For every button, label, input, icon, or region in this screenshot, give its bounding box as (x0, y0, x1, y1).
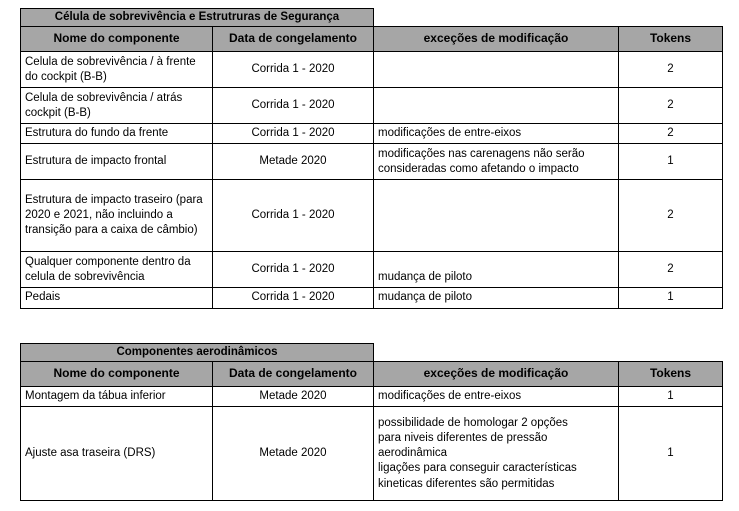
modification-exceptions (374, 52, 619, 88)
table-row (21, 407, 723, 501)
modification-exceptions: mudança de piloto (374, 252, 619, 288)
table-celula-sobrevivencia-wrapper (20, 8, 723, 309)
component-name: Celula de sobrevivência / atrás cockpit (B-B) (21, 88, 213, 124)
freeze-date: Metade 2020 (213, 387, 374, 407)
freeze-date: Metade 2020 (213, 407, 374, 501)
table2-col-header-date: Data de congelamento (213, 362, 374, 387)
table1-col-header-name: Nome do componente (21, 27, 213, 52)
table1-col-header-tokens: Tokens (619, 27, 723, 52)
modification-exceptions: modificações nas carenagens não serão consideradas como afetando o impacto (374, 144, 619, 180)
table1-title: Célula de sobrevivência e Estrutruras de Segurança (21, 9, 374, 27)
tokens-value: 2 (619, 88, 723, 124)
freeze-date: Corrida 1 - 2020 (213, 288, 374, 308)
table2-col-header-name: Nome do componente (21, 362, 213, 387)
component-name: Celula de sobrevivência / à frente do cockpit (B-B) (21, 52, 213, 88)
modification-exceptions: modificações de entre-eixos (374, 124, 619, 144)
tokens-value: 2 (619, 180, 723, 252)
modification-exceptions: modificações de entre-eixos (374, 387, 619, 407)
table-componentes-aerodinamicos (20, 343, 723, 501)
component-name: Pedais (21, 288, 213, 308)
freeze-date: Metade 2020 (213, 144, 374, 180)
freeze-date: Corrida 1 - 2020 (213, 88, 374, 124)
freeze-date: Corrida 1 - 2020 (213, 52, 374, 88)
table-componentes-aerodinamicos-wrapper (20, 343, 723, 501)
table-row (21, 288, 723, 308)
table-row (21, 180, 723, 252)
component-name: Estrutura do fundo da frente (21, 124, 213, 144)
table2-header-row (21, 362, 723, 387)
freeze-date: Corrida 1 - 2020 (213, 124, 374, 144)
table-row (21, 252, 723, 288)
modification-exceptions: mudança de piloto (374, 288, 619, 308)
tokens-value: 1 (619, 407, 723, 501)
table2-title-spacer (374, 344, 723, 362)
component-name: Estrutura de impacto traseiro (para 2020 e 2021, não incluindo a transição para a caixa de câmbio) (21, 180, 213, 252)
tokens-value: 2 (619, 252, 723, 288)
tokens-value: 1 (619, 288, 723, 308)
freeze-date: Corrida 1 - 2020 (213, 252, 374, 288)
component-name: Qualquer componente dentro da celula de sobrevivência (21, 252, 213, 288)
table2-title-row (21, 344, 723, 362)
table1-title-row (21, 9, 723, 27)
table2-col-header-exceptions: exceções de modificação (374, 362, 619, 387)
table2-title: Componentes aerodinâmicos (21, 344, 374, 362)
table-row (21, 124, 723, 144)
tokens-value: 1 (619, 144, 723, 180)
table-row (21, 144, 723, 180)
tokens-value: 2 (619, 52, 723, 88)
freeze-date: Corrida 1 - 2020 (213, 180, 374, 252)
modification-exceptions: possibilidade de homologar 2 opções para niveis diferentes de pressão aerodinâmica ligações para conseguir características kineticas diferentes são permitidas (374, 407, 619, 501)
tokens-value: 2 (619, 124, 723, 144)
component-name: Montagem da tábua inferior (21, 387, 213, 407)
component-name: Estrutura de impacto frontal (21, 144, 213, 180)
table-row (21, 52, 723, 88)
tokens-value: 1 (619, 387, 723, 407)
modification-exceptions (374, 180, 619, 252)
component-name: Ajuste asa traseira (DRS) (21, 407, 213, 501)
table-celula-sobrevivencia (20, 8, 723, 309)
table1-col-header-exceptions: exceções de modificação (374, 27, 619, 52)
table-row (21, 88, 723, 124)
table2-col-header-tokens: Tokens (619, 362, 723, 387)
table1-header-row (21, 27, 723, 52)
table1-col-header-date: Data de congelamento (213, 27, 374, 52)
table-row (21, 387, 723, 407)
table1-title-spacer (374, 9, 723, 27)
modification-exceptions (374, 88, 619, 124)
